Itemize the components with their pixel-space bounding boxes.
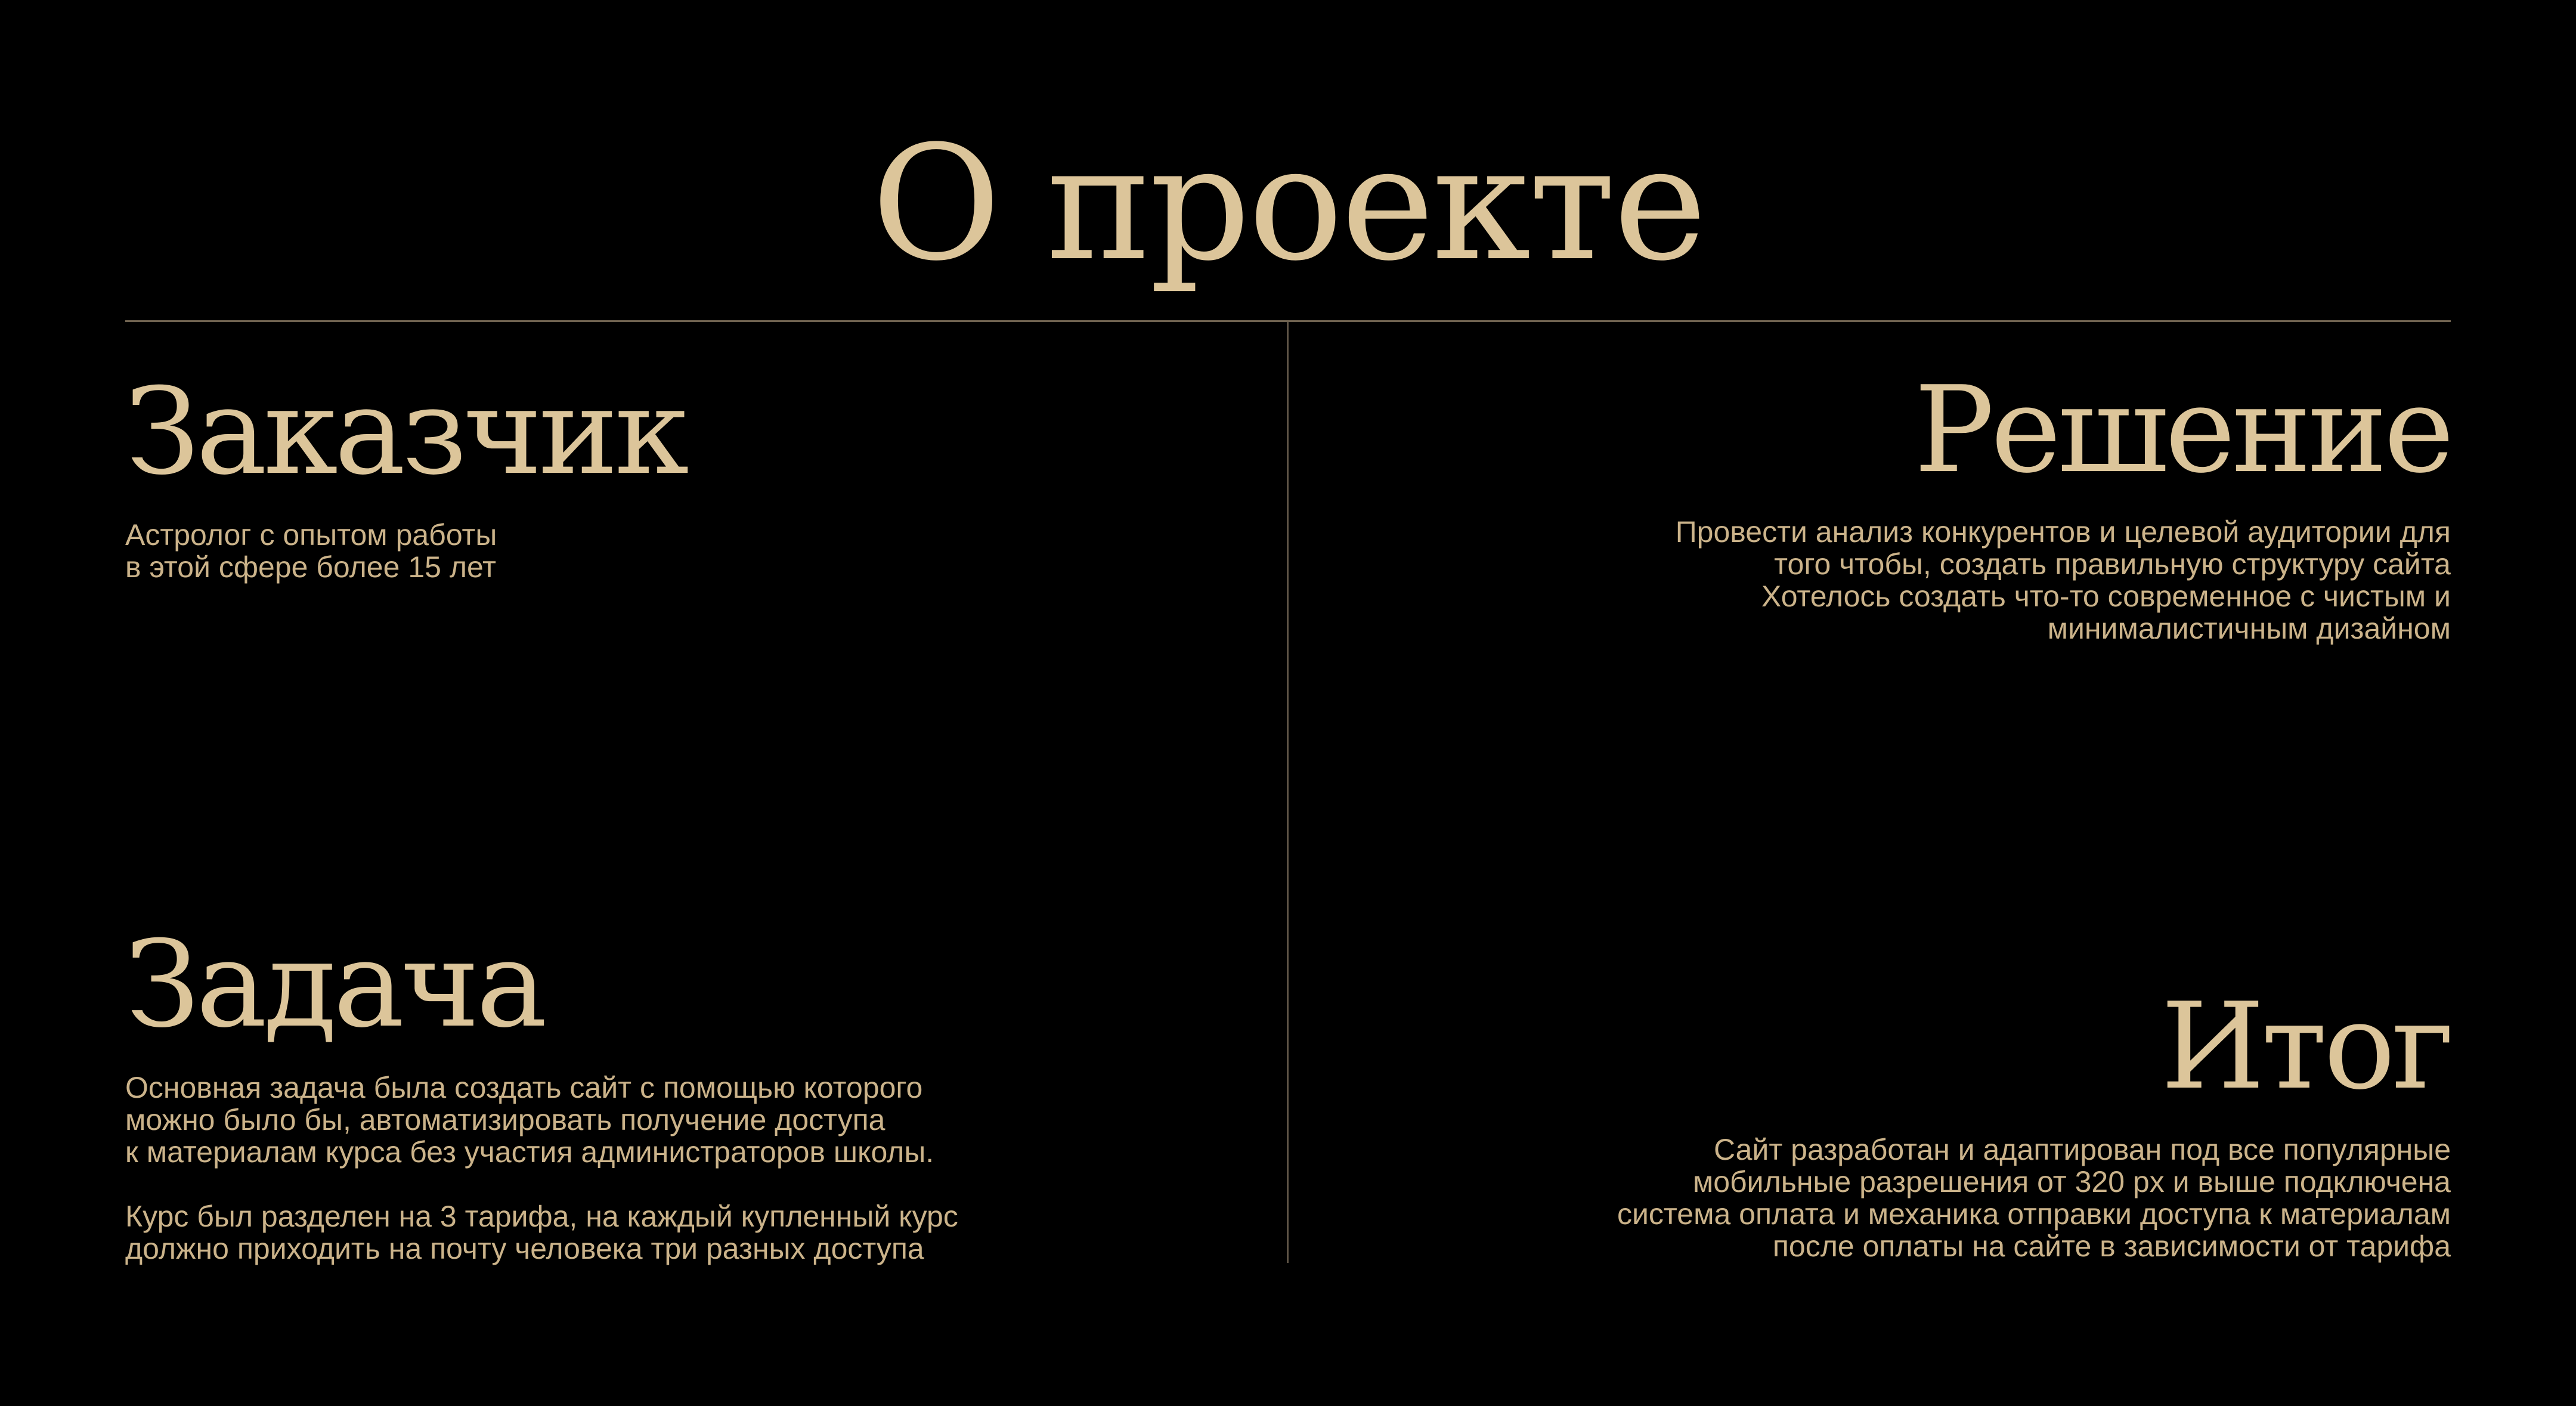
vertical-divider [1287,322,1289,1263]
task-line: должно приходить на почту человека три разных доступа [125,1232,924,1265]
client-line: в этой сфере более 15 лет [125,550,497,584]
client-line: Астролог с опытом работы [125,518,497,552]
solution-heading: Решение [1914,361,2451,500]
solution-description [1676,516,2451,645]
result-line: после оплаты на сайте в зависимости от тарифа [1772,1230,2451,1263]
solution-line: Провести анализ конкурентов и целевой аудитории для [1675,515,2451,549]
solution-line: Хотелось создать что-то современное с чистым и [1761,580,2451,613]
task-description [125,1071,958,1265]
task-line: Основная задача была создать сайт с помощью которого [125,1071,923,1104]
solution-line: минималистичным дизайном [2047,612,2451,645]
result-heading: Итог [2160,977,2451,1116]
task-line: Курс был разделен на 3 тарифа, на каждый купленный курс [125,1200,958,1233]
task-line: можно было бы, автоматизировать получение доступа [125,1103,886,1136]
task-heading: Задача [125,915,544,1054]
paragraph-gap [125,1168,958,1200]
result-line: мобильные разрешения от 320 px и выше подключена [1692,1165,2451,1198]
result-line: Сайт разработан и адаптирован под все популярные [1713,1133,2451,1166]
result-line: система оплата и механика отправки доступа к материалам [1617,1197,2451,1231]
task-line: к материалам курса без участия администраторов школы. [125,1135,934,1169]
page-title: О проекте [871,112,1705,296]
client-heading: Заказчик [125,363,686,501]
solution-line: того чтобы, создать правильную структуру сайта [1774,547,2451,581]
client-description [125,519,497,583]
result-description [1617,1134,2451,1262]
